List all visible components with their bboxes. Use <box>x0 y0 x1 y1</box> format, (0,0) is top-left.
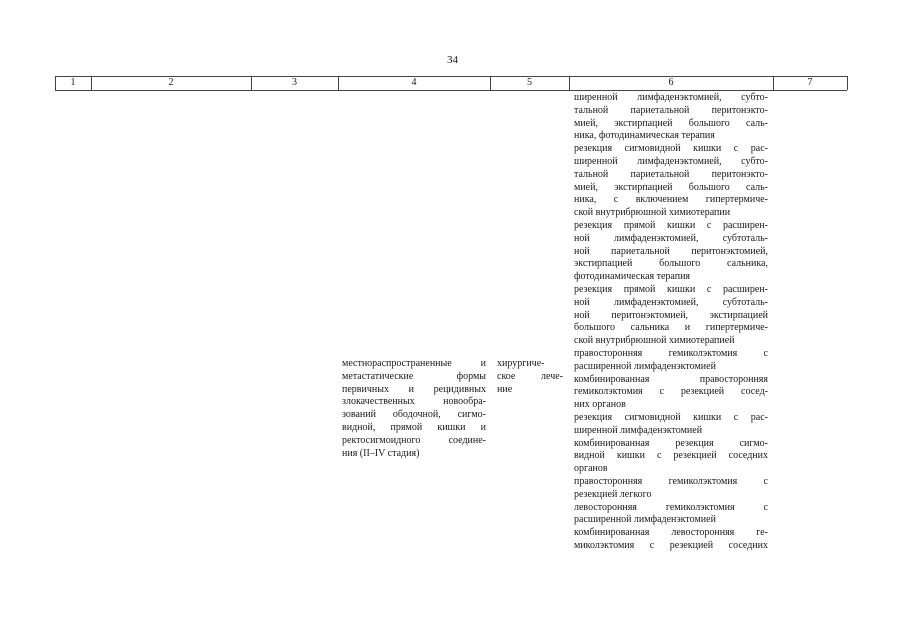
cell-line: правосторонняя гемиколэктомия с <box>574 475 768 487</box>
cell-line: местнораспространенные и <box>342 358 486 369</box>
cell-line: гемиколэктомия с резекцией сосед- <box>574 386 768 398</box>
column-number-5: 5 <box>527 77 532 88</box>
cell-line: большого сальника и гипертермиче- <box>574 322 768 334</box>
cell-line: ширенной лимфаденэктомией, субто- <box>574 155 768 167</box>
cell-line: органов <box>574 463 608 475</box>
cell-line: резекция сигмовидной кишки с рас- <box>574 411 768 423</box>
cell-line: метастатические формы <box>342 370 486 382</box>
cell-line: ние <box>497 383 513 395</box>
cell-line: них органов <box>574 399 626 411</box>
cell-treatment-methods <box>574 92 768 553</box>
column-divider <box>847 76 848 90</box>
cell-line: ной париетальной перитонэктомией, <box>574 245 768 257</box>
cell-line: фотодинамическая терапия <box>574 271 691 283</box>
cell-line: тальной париетальной перитонэкто- <box>574 104 768 116</box>
header-bottom-rule <box>55 90 847 91</box>
cell-line: ректосигмоидного соедине- <box>342 434 486 446</box>
cell-line: видной, прямой кишки и <box>342 421 486 433</box>
cell-treatment-type <box>497 358 563 396</box>
cell-line: зований ободочной, сигмо- <box>342 409 486 421</box>
column-number-4: 4 <box>411 77 417 88</box>
cell-line: ширенной лимфаденэктомией, субто- <box>574 92 768 103</box>
column-number-2: 2 <box>168 77 174 88</box>
cell-line: резекция сигмовидной кишки с рас- <box>574 143 768 155</box>
cell-line: расширенной лимфаденэктомией <box>574 514 716 526</box>
cell-line: ской внутрибрюшной химиотерапии <box>574 207 731 219</box>
cell-line: ника, с включением гипертермиче- <box>574 194 768 206</box>
cell-line: тальной париетальной перитонэкто- <box>574 168 768 180</box>
column-number-6: 6 <box>668 77 674 88</box>
column-number-3: 3 <box>292 77 297 88</box>
cell-line: видной кишки с резекцией соседних <box>574 450 768 462</box>
cell-line: ной лимфаденэктомией, субтоталь- <box>574 232 768 244</box>
cell-line: резекция прямой кишки с расширен- <box>574 219 768 231</box>
cell-line: ния (II–IV стадия) <box>342 447 420 459</box>
column-number-1: 1 <box>70 77 76 88</box>
cell-line: хирургиче- <box>497 358 545 369</box>
cell-line: злокачественных новообра- <box>342 396 486 408</box>
cell-line: ское лече- <box>497 370 563 382</box>
cell-line: ной лимфаденэктомией, субтоталь- <box>574 296 768 308</box>
cell-line: мией, экстирпацией большого саль- <box>574 117 768 129</box>
cell-disease-description <box>342 358 486 460</box>
cell-line: мией, экстирпацией большого саль- <box>574 181 768 193</box>
cell-line: экстирпацией большого сальника, <box>574 258 768 270</box>
cell-line: первичных и рецидивных <box>342 383 486 395</box>
column-number-7: 7 <box>807 77 813 88</box>
cell-line: миколэктомия с резекцией соседних <box>574 539 768 551</box>
cell-line: правосторонняя гемиколэктомия с <box>574 347 768 359</box>
cell-line: ника, фотодинамическая терапия <box>574 130 715 142</box>
cell-line: ной перитонэктомией, экстирпацией <box>574 309 768 321</box>
cell-line: резекция прямой кишки с расширен- <box>574 283 768 295</box>
cell-line: ширенной лимфаденэктомией <box>574 424 703 436</box>
cell-line: комбинированная левосторонняя ге- <box>574 527 768 539</box>
cell-line: комбинированная резекция сигмо- <box>574 437 768 449</box>
cell-line: ской внутрибрюшной химиотерапией <box>574 335 735 347</box>
cell-line: комбинированная правосторонняя <box>574 373 768 385</box>
page-number: 34 <box>447 54 458 66</box>
cell-line: расширенной лимфаденэктомией <box>574 360 716 372</box>
cell-line: левосторонняя гемиколэктомия с <box>574 501 768 513</box>
cell-line: резекцией легкого <box>574 488 652 500</box>
